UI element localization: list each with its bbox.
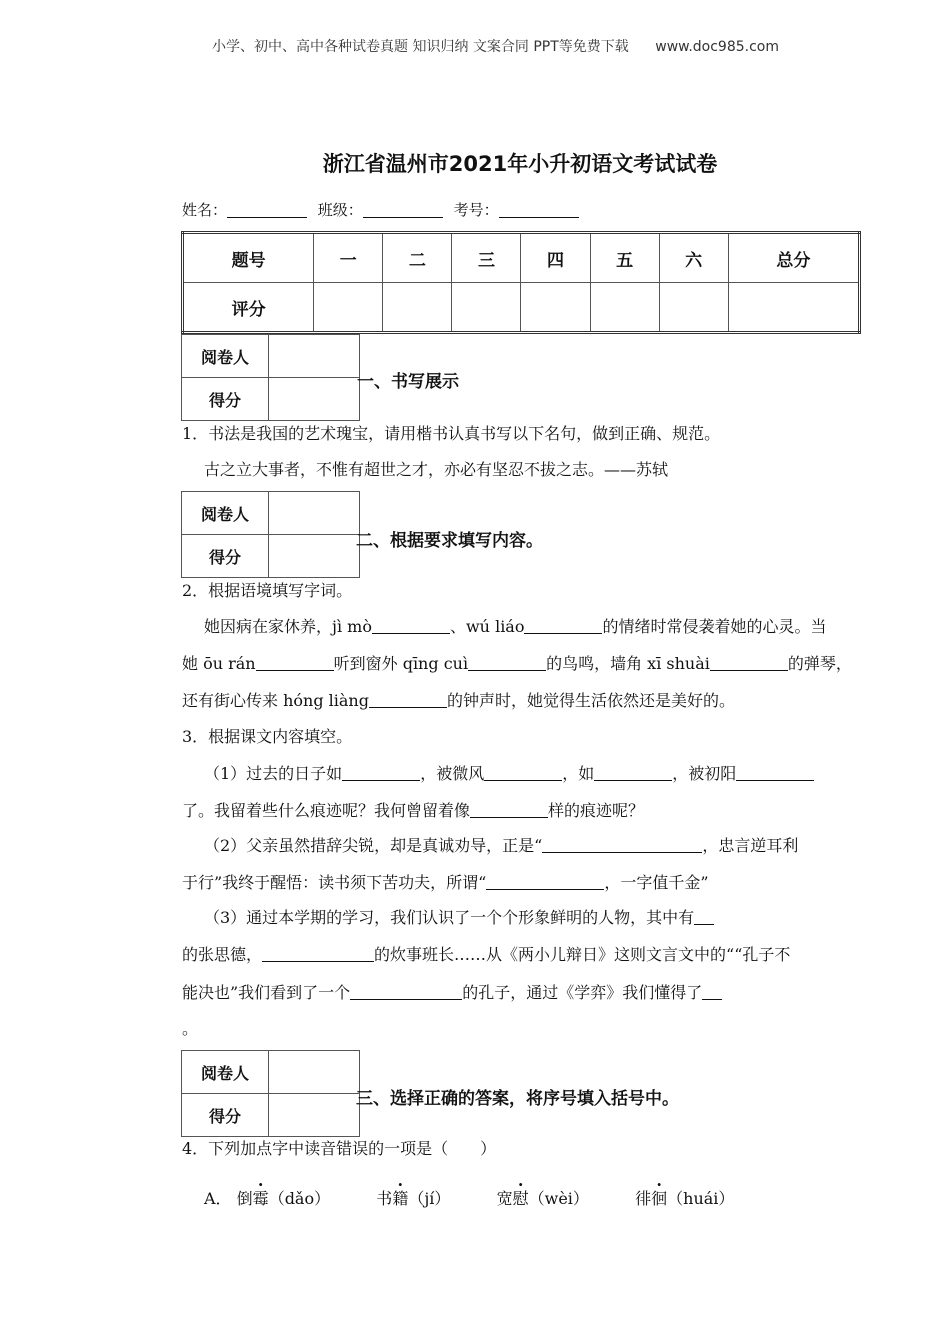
section-1-heading: 一、书写展示	[357, 372, 459, 392]
q2-text: 的情绪时常侵袭着她的心灵。当	[602, 617, 827, 636]
q2-text: 的钟声时，她觉得生活依然还是美好的。	[446, 691, 735, 710]
answer-blank[interactable]	[736, 764, 814, 781]
page-title: 浙江省温州市2021年小升初语文考试试卷	[322, 152, 718, 176]
score-cell[interactable]	[521, 283, 590, 333]
grade-box-3	[181, 1050, 360, 1137]
banner-text: 小学、初中、高中各种试卷真题 知识归纳 文案合同 PPT等免费下载	[212, 39, 629, 55]
class-blank[interactable]	[363, 201, 443, 218]
answer-blank[interactable]	[484, 764, 562, 781]
answer-blank[interactable]	[256, 654, 334, 671]
answer-blank[interactable]	[350, 983, 462, 1000]
score-header-cell: 总分	[728, 233, 859, 283]
reviewer-cell[interactable]	[269, 1051, 360, 1094]
pinyin: （wèi）	[528, 1189, 589, 1208]
q2-text: 她因病在家休养，jì mò	[204, 617, 372, 636]
pinyin: （huái）	[667, 1189, 735, 1208]
q3-text: 于行”我终于醒悟：读书须下苦功夫，所谓“	[182, 873, 487, 892]
score-header-cell: 六	[659, 233, 728, 283]
q3-text: （2）父亲虽然措辞尖锐，却是真诚劝导，正是“	[204, 836, 543, 855]
score-table	[181, 231, 861, 334]
section-2-heading: 二、根据要求填写内容。	[356, 531, 543, 551]
answer-blank[interactable]	[262, 945, 374, 962]
q3-text: ，一字值千金”	[604, 873, 709, 892]
q4-stem: 4．下列加点字中读音错误的一项是（ ）	[182, 1139, 497, 1158]
q2-line-3	[182, 690, 735, 712]
score-cell[interactable]	[383, 283, 452, 333]
option-label: A．	[204, 1189, 232, 1208]
score-label: 得分	[182, 535, 269, 578]
answer-blank[interactable]	[486, 873, 604, 890]
reviewer-label: 阅卷人	[182, 1051, 269, 1094]
score-cell[interactable]	[269, 378, 360, 421]
section-3-heading: 三、选择正确的答案，将序号填入括号中。	[356, 1089, 679, 1109]
q3-p3-line-2	[182, 944, 790, 966]
answer-blank[interactable]	[524, 617, 602, 634]
score-cell[interactable]	[269, 535, 360, 578]
score-header-cell: 五	[590, 233, 659, 283]
q3-p1-line-1	[204, 763, 814, 785]
class-label: 班级：	[317, 201, 363, 219]
number-blank[interactable]	[499, 201, 579, 218]
q3-p3-end: 。	[182, 1019, 199, 1038]
q3-text: ，被初阳	[672, 764, 737, 783]
score-header-cell: 一	[314, 233, 383, 283]
q4-option-a[interactable]	[204, 1188, 734, 1210]
dotted-char: 霉	[252, 1189, 269, 1208]
q2-text: 还有街心传来 hóng liàng	[182, 691, 369, 710]
score-header-cell: 四	[521, 233, 590, 283]
word-char: 徘	[635, 1189, 652, 1208]
q3-text: ，忠言逆耳利	[702, 836, 799, 855]
answer-blank[interactable]	[342, 764, 420, 781]
q2-text: 的鸟鸣，墙角 xī shuài	[546, 654, 710, 673]
name-blank[interactable]	[227, 201, 307, 218]
top-banner	[212, 36, 779, 56]
q3-text: 样的痕迹呢？	[548, 801, 645, 820]
q3-text: （1）过去的日子如	[204, 764, 343, 783]
option-word	[497, 1189, 589, 1208]
q2-stem: 2．根据语境填写字词。	[182, 581, 353, 600]
dotted-char: 慰	[512, 1189, 529, 1208]
q3-text: 了。我留着些什么痕迹呢？我何曾留着像	[182, 801, 471, 820]
score-header-cell: 题号	[183, 233, 314, 283]
score-cell[interactable]	[269, 1094, 360, 1137]
q1-stem: 1．书法是我国的艺术瑰宝，请用楷书认真书写以下名句，做到正确、规范。	[182, 424, 721, 443]
score-cell[interactable]	[590, 283, 659, 333]
q3-text: ，被微风	[420, 764, 485, 783]
q3-p2-line-1	[204, 835, 798, 857]
grade-box-2	[181, 491, 360, 578]
banner-url[interactable]: www.doc985.com	[655, 39, 779, 55]
answer-blank[interactable]	[694, 908, 714, 925]
q3-p3-line-1	[204, 907, 714, 929]
q2-text: 听到窗外 qīng cuì	[333, 654, 469, 673]
answer-blank[interactable]	[542, 836, 702, 853]
answer-blank[interactable]	[369, 691, 447, 708]
number-label: 考号：	[453, 201, 499, 219]
score-row-label: 评分	[183, 283, 314, 333]
answer-blank[interactable]	[702, 983, 722, 1000]
score-header-cell: 二	[383, 233, 452, 283]
q1-quote: 古之立大事者，不惟有超世之才，亦必有坚忍不拔之志。——苏轼	[204, 460, 669, 479]
pinyin: （jí）	[408, 1189, 451, 1208]
name-label: 姓名：	[182, 201, 228, 219]
answer-blank[interactable]	[710, 654, 788, 671]
answer-blank[interactable]	[594, 764, 672, 781]
answer-blank[interactable]	[470, 801, 548, 818]
option-word	[237, 1189, 330, 1208]
q3-text: 的炊事班长……从《两小儿辩日》这则文言文中的““孔子不	[374, 945, 791, 964]
q2-text: 她 ōu rán	[182, 654, 256, 673]
q2-line-2	[182, 653, 852, 675]
reviewer-cell[interactable]	[269, 335, 360, 378]
reviewer-label: 阅卷人	[182, 335, 269, 378]
answer-blank[interactable]	[372, 617, 450, 634]
q3-stem: 3．根据课文内容填空。	[182, 727, 353, 746]
q3-text: 的孔子，通过《学弈》我们懂得了	[462, 983, 703, 1002]
grade-box-1	[181, 334, 360, 421]
score-cell[interactable]	[728, 283, 859, 333]
q3-text: ，如	[562, 764, 595, 783]
q2-text: 的弹琴，	[787, 654, 852, 673]
score-header-cell: 三	[452, 233, 521, 283]
word-char: 书	[376, 1189, 393, 1208]
q2-text: 、wú liáo	[449, 617, 525, 636]
reviewer-label: 阅卷人	[182, 492, 269, 535]
option-word	[635, 1189, 734, 1208]
dotted-char: 徊	[651, 1189, 668, 1208]
q2-line-1	[204, 616, 827, 638]
student-info-line	[182, 199, 585, 220]
score-cell[interactable]	[659, 283, 728, 333]
answer-blank[interactable]	[468, 654, 546, 671]
score-label: 得分	[182, 1094, 269, 1137]
option-word	[376, 1189, 450, 1208]
word-char: 倒	[236, 1189, 253, 1208]
q3-text: 的张思德，	[182, 945, 263, 964]
reviewer-cell[interactable]	[269, 492, 360, 535]
q3-p3-line-3	[182, 982, 722, 1004]
score-label: 得分	[182, 378, 269, 421]
score-cell[interactable]	[452, 283, 521, 333]
score-cell[interactable]	[314, 283, 383, 333]
score-table-score-row	[183, 283, 860, 333]
score-table-header-row	[183, 233, 860, 283]
q3-p2-line-2	[182, 872, 709, 894]
q3-text: 能决也”我们看到了一个	[182, 983, 351, 1002]
dotted-char: 籍	[392, 1189, 409, 1208]
pinyin: （dǎo）	[268, 1189, 331, 1208]
q3-p1-line-2	[182, 800, 644, 822]
word-char: 宽	[496, 1189, 513, 1208]
q3-text: （3）通过本学期的学习，我们认识了一个个形象鲜明的人物，其中有	[204, 908, 695, 927]
